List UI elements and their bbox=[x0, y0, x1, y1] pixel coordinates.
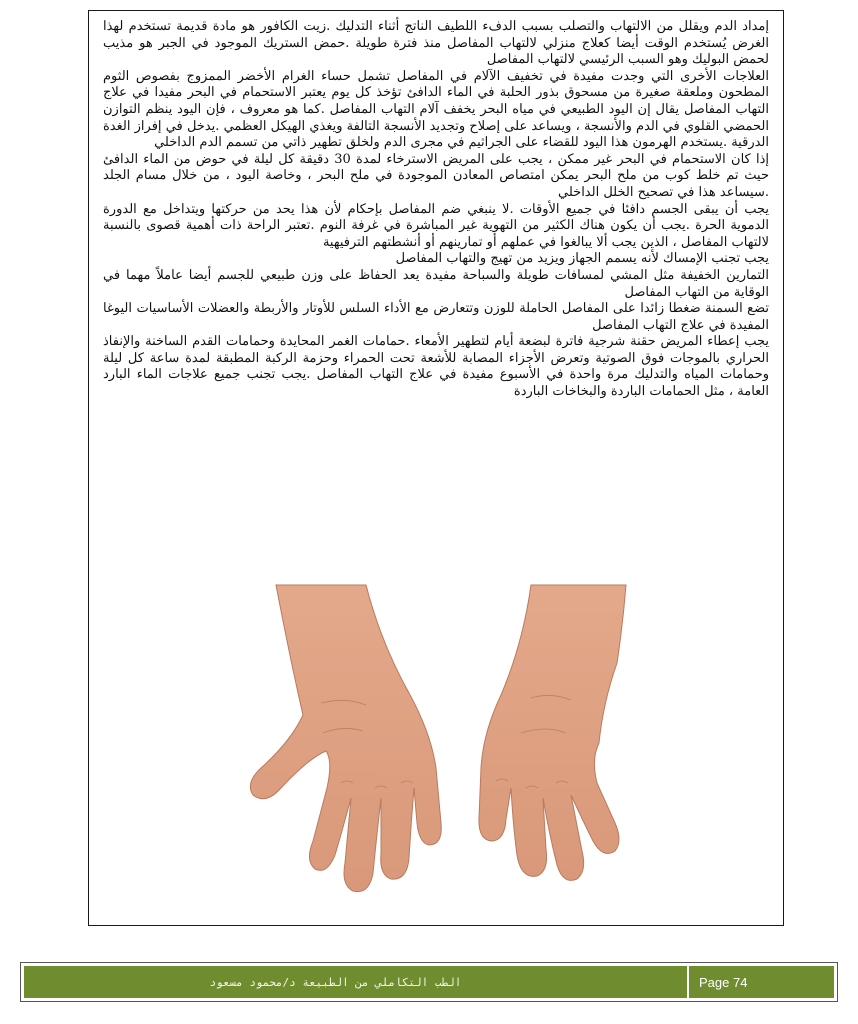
right-hand-shape bbox=[479, 585, 626, 880]
paragraph-4: يجب أن يبقى الجسم دافئا في جميع الأوقات .لا ينبغي ضم المفاصل بإحكام لأن هذا يحد من حركتها ويتداخل مع الدورة الدموية الحرة .يجب أن يكون هناك الكثير من التهوية غير المباشرة في غرفة النوم .تعتبر الراحة ذات أهمية قصوى بالنسبة لالتهاب المفاصل ، الذين يجب ألا يبالغوا في عملهم أو تمارينهم أو أنشطتهم الترفيهية bbox=[103, 201, 769, 250]
page-footer bbox=[20, 962, 838, 1002]
paragraph-1: إمداد الدم ويقلل من الالتهاب والتصلب بسبب الدفء اللطيف الناتج أثناء التدليك .زيت الكافور هو مادة قديمة تستخدم لهذا الغرض يُستخدم الوقت أيضا كعلاج منزلي لالتهاب المفاصل منذ فترة طويلة .حمض الستريك الموجود في الجبر هو مذيب لحمض البوليك وهو السبب الرئيسي لالتهاب المفاصل bbox=[103, 19, 769, 68]
paragraph-6: التمارين الخفيفة مثل المشي لمسافات طويلة والسباحة مفيدة يعد الحفاظ على وزن طبيعي للجسم أيضا عاملاً مهما في الوقاية من التهاب المفاصل bbox=[103, 267, 769, 300]
footer-bar bbox=[24, 966, 834, 998]
page-number: Page 74 bbox=[699, 974, 748, 990]
arthritic-hands-image bbox=[231, 583, 646, 908]
paragraph-3: إذا كان الاستحمام في البحر غير ممكن ، يجب على المريض الاسترخاء لمدة 30 دقيقة كل ليلة في حوض من الماء الدافئ حيث تم خلط كوب من ملح البحر يمكن امتصاص المعادن الموجودة في ملح البحر ، وخاصة اليود ، من خلال مسام الجلد .سيساعد هذا في تصحيح الخلل الداخلي bbox=[103, 151, 769, 200]
article-text bbox=[103, 19, 769, 401]
left-hand-shape bbox=[250, 585, 441, 892]
paragraph-7: تضع السمنة ضغطا زائدا على المفاصل الحاملة للوزن وتتعارض مع الأداء السلس للأوتار والأربطة والعضلات الأساسيات اليوغا المفيدة في علاج التهاب المفاصل bbox=[103, 301, 769, 333]
footer-title: الطب التكاملي من الطبيعة د/محمود مسعود bbox=[209, 975, 462, 989]
paragraph-8: يجب إعطاء المريض حقنة شرجية فاترة لبضعة أيام لتطهير الأمعاء .حمامات الغمر المحايدة وحمامات القدم الساخنة والإنفاذ الحراري بالموجات فوق الصوتية وتعرض الأجزاء المصابة للأشعة تحت الحمراء وحزمة الركبة المطبقة لمدة ساعة كل ليلة وحمامات المياه والتدليك مرة واحدة في الأسبوع مفيدة في علاج التهاب المفاصل .يجب تجنب جميع علاجات الماء البارد العامة ، مثل الحمامات الباردة والبخاخات الباردة bbox=[103, 334, 769, 400]
paragraph-2: العلاجات الأخرى التي وجدت مفيدة في تخفيف الآلام في المفاصل تشمل حساء الغرام الأخضر الممزوج بفصوص الثوم المطحون وملعقة صغيرة من مسحوق بذور الحلبة في الماء الدافئ تؤخذ كل يوم يعتبر الاستحمام في البحر مفيدا في علاج التهاب المفاصل يقال إن اليود الطبيعي في مياه البحر يخفف آلام التهاب المفاصل .كما هو معروف ، فإن اليود ينظم التوازن الحمضي القلوي في الدم والأنسجة ، ويساعد على إصلاح وتجديد الأنسجة التالفة ويغذي الهيكل العظمي .يدخل في إفراز الغدة الدرقية .يستخدم الهرمون هذا اليود للقضاء على الجراثيم في مجرى الدم ولخلق تطهير ذاتي من تسمم الدم الداخلي bbox=[103, 68, 770, 151]
page-frame bbox=[88, 10, 784, 926]
paragraph-5: يجب تجنب الإمساك لأنه يسمم الجهاز ويزيد من تهيج والتهاب المفاصل bbox=[395, 251, 769, 267]
